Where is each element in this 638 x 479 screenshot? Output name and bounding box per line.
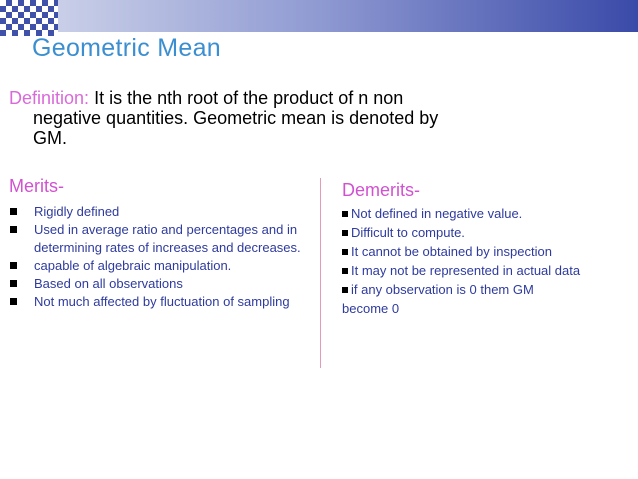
merits-heading: Merits- [9, 176, 64, 196]
merits-list [10, 203, 310, 311]
merit-item [10, 203, 310, 221]
square-bullet-icon [342, 230, 348, 236]
definition-block [9, 88, 529, 148]
demerit-item [342, 223, 637, 242]
merit-item [10, 257, 310, 275]
merit-text: Based on all observations [34, 276, 183, 291]
square-bullet-icon [10, 262, 17, 269]
merit-item [10, 275, 310, 293]
merit-text: capable of algebraic manipulation. [34, 258, 232, 273]
merit-text: Rigidly defined [34, 204, 120, 219]
demerits-list [342, 204, 637, 318]
square-bullet-icon [10, 298, 17, 305]
decorative-header-bar [58, 0, 638, 32]
merit-text: Used in average ratio and percentages and in determining rates of increases and decreases. [34, 222, 301, 255]
square-bullet-icon [342, 249, 348, 255]
square-bullet-icon [10, 226, 17, 233]
definition-text-3: GM. [33, 128, 67, 148]
merit-text: Not much affected by fluctuation of sampling [34, 294, 290, 309]
definition-text-2: negative quantities. Geometric mean is denoted by [33, 108, 439, 128]
demerit-text: become 0 [342, 301, 400, 316]
column-divider [320, 178, 321, 368]
demerit-text: It may not be represented in actual data [351, 263, 581, 278]
demerits-heading: Demerits- [342, 180, 421, 200]
square-bullet-icon [10, 280, 17, 287]
decorative-checker-pattern [0, 0, 58, 36]
merit-item [10, 293, 310, 311]
demerit-text: if any observation is 0 them GM [351, 282, 534, 297]
demerit-item [342, 261, 637, 280]
square-bullet-icon [342, 211, 348, 217]
slide-title: Geometric Mean [32, 34, 221, 62]
demerit-text: It cannot be obtained by inspection [351, 244, 552, 259]
demerit-text: Not defined in negative value. [351, 206, 523, 221]
demerit-text: Difficult to compute. [351, 225, 465, 240]
square-bullet-icon [10, 208, 17, 215]
demerit-item [342, 242, 637, 261]
definition-text-1: It is the nth root of the product of n non [94, 88, 404, 108]
merit-item [10, 221, 310, 257]
demerit-item [342, 280, 637, 299]
definition-label: Definition: [9, 88, 90, 108]
demerit-item-continued [342, 299, 637, 318]
demerit-item [342, 204, 637, 223]
square-bullet-icon [342, 268, 348, 274]
square-bullet-icon [342, 287, 348, 293]
definition-line-1 [9, 88, 529, 108]
